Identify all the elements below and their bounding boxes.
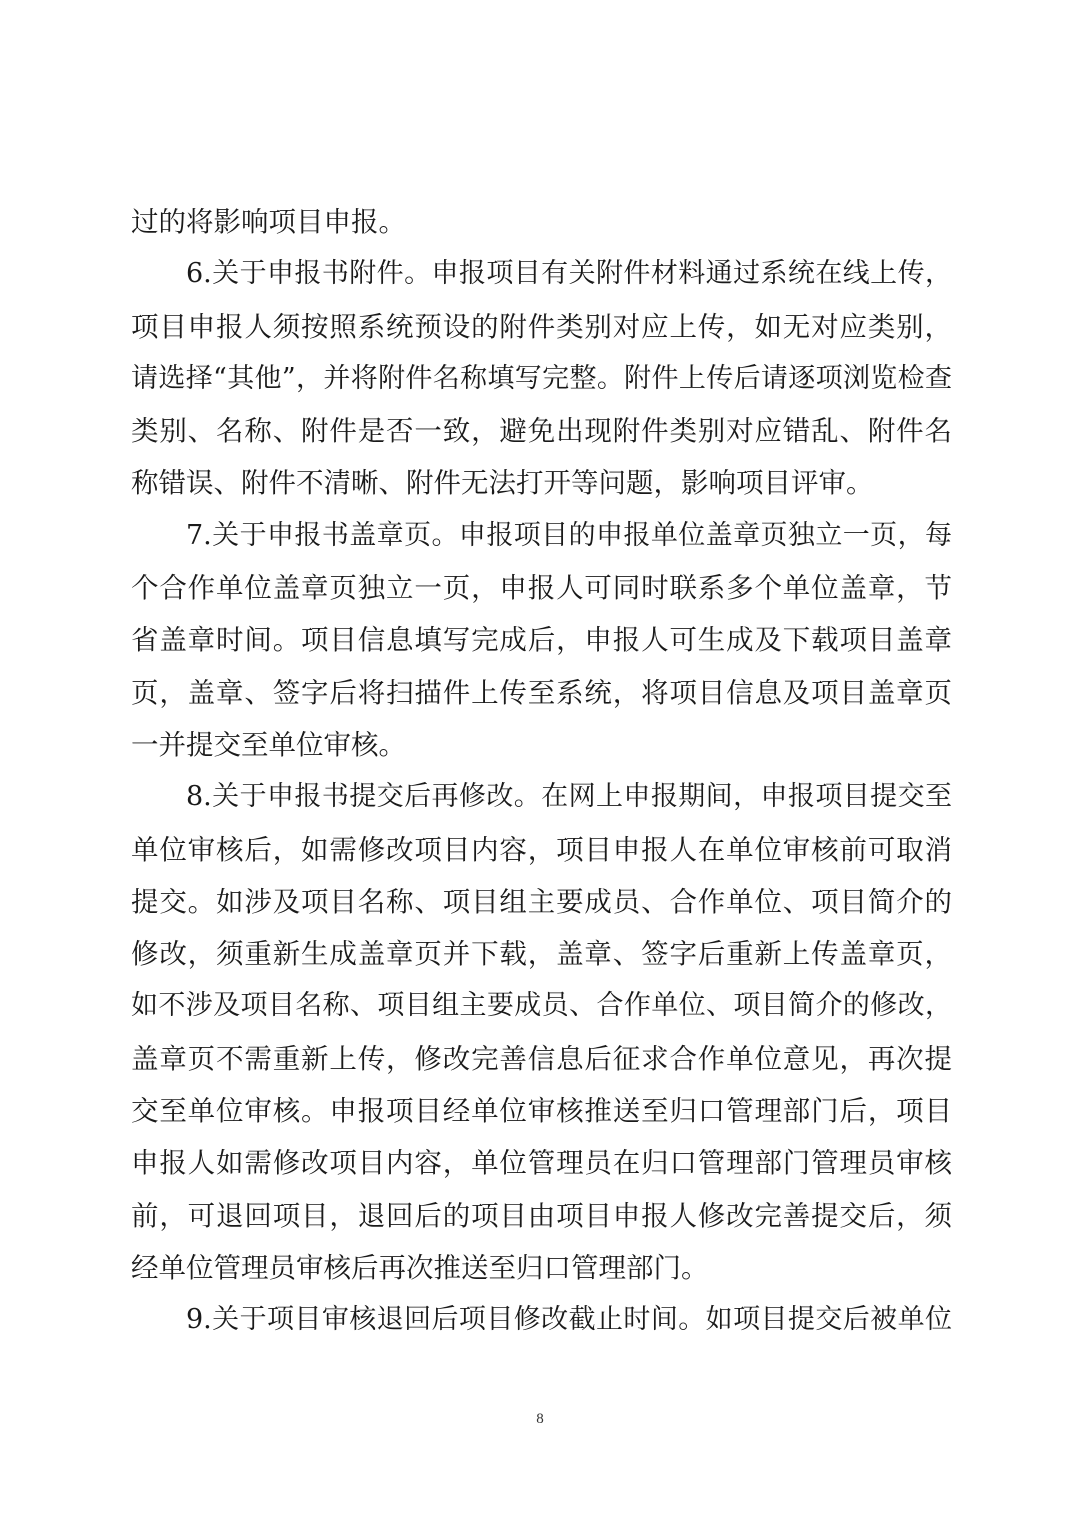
page-number: 8 [536,1411,544,1427]
text-line: 一并提交至单位审核。 [131,728,406,761]
text-line: 个合作单位盖章页独立一页，申报人可同时联系多个单位盖章，节 [131,572,952,605]
text-line: 前，可退回项目，退回后的项目由项目申报人修改完善提交后，须 [131,1199,952,1232]
text-line: 页，盖章、签字后将扫描件上传至系统，将项目信息及项目盖章页 [131,676,952,709]
section-7-heading-line: 7.关于申报书盖章页。申报项目的申报单位盖章页独立一页，每 [186,519,952,551]
text-line: 修改，须重新生成盖章页并下载，盖章、签字后重新上传盖章页， [131,938,952,971]
text-line: 交至单位审核。申报项目经单位审核推送至归口管理部门后，项目 [131,1095,952,1128]
text-line: 省盖章时间。项目信息填写完成后，申报人可生成及下载项目盖章 [131,624,952,657]
text-line: 请选择“其他”，并将附件名称填写完整。附件上传后请逐项浏览检查 [131,362,952,394]
body-text [131,196,952,1347]
text-line: 申报人如需修改项目内容，单位管理员在归口管理部门管理员审核 [131,1147,952,1180]
text-line: 盖章页不需重新上传，修改完善信息后征求合作单位意见，再次提 [131,1042,952,1075]
section-8-heading-line: 8.关于申报书提交后再修改。在网上申报期间，申报项目提交至 [186,781,952,813]
section-6-heading-line: 6.关于申报书附件。申报项目有关附件材料通过系统在线上传， [186,258,952,290]
text-line: 过的将影响项目申报。 [131,206,406,238]
text-line: 项目申报人须按照系统预设的附件类别对应上传，如无对应类别， [131,310,952,343]
section-9-heading-line: 9.关于项目审核退回后项目修改截止时间。如项目提交后被单位 [186,1304,952,1336]
text-line: 称错误、附件不清晰、附件无法打开等问题，影响项目评审。 [131,467,874,500]
text-line: 如不涉及项目名称、项目组主要成员、合作单位、项目简介的修改， [131,990,952,1022]
text-line: 经单位管理员审核后再次推送至归口管理部门。 [131,1251,709,1284]
text-line: 提交。如涉及项目名称、项目组主要成员、合作单位、项目简介的 [131,885,952,918]
text-line: 单位审核后，如需修改项目内容，项目申报人在单位审核前可取消 [131,833,952,866]
text-line: 类别、名称、附件是否一致，避免出现附件类别对应错乱、附件名 [131,415,952,448]
